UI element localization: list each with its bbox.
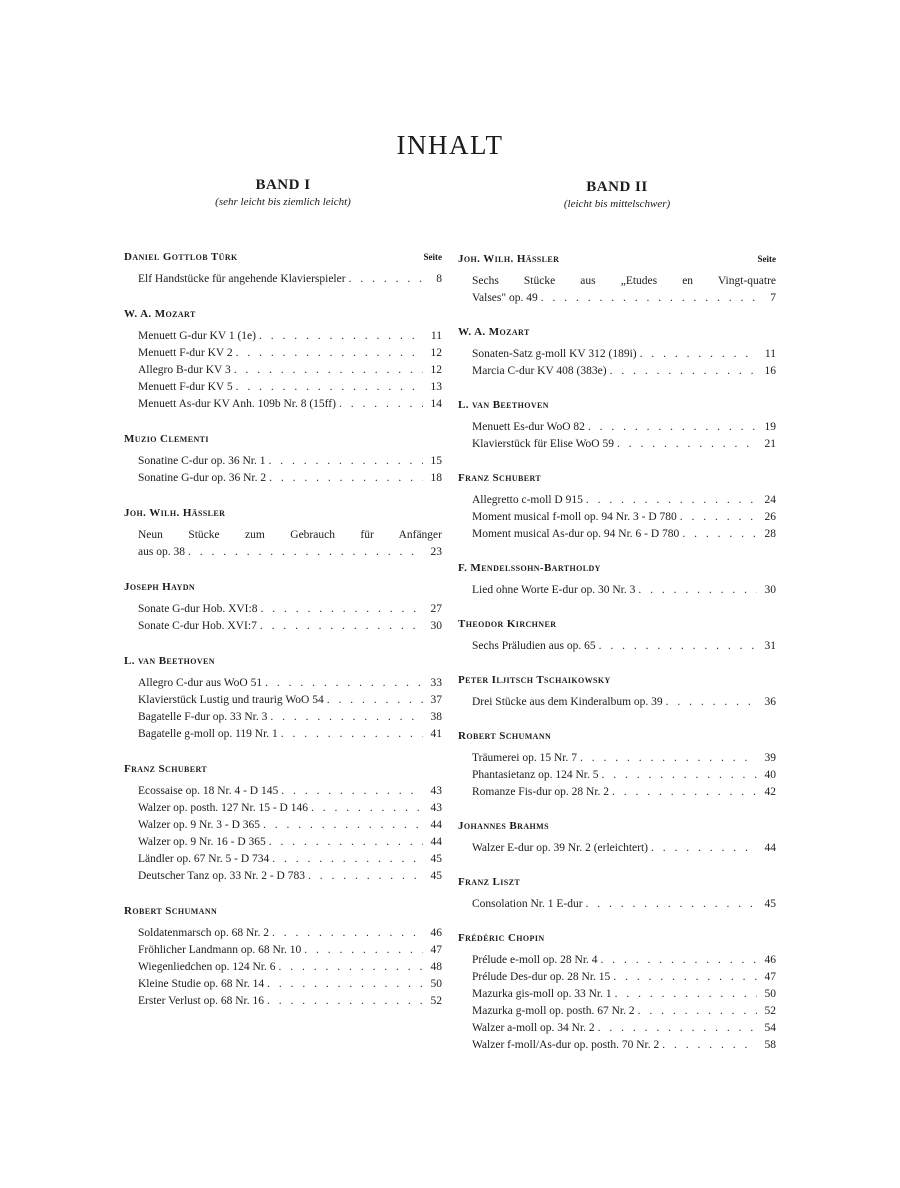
toc-entry <box>138 817 442 834</box>
composer-section <box>458 561 776 599</box>
entry-title: Deutscher Tanz op. 33 Nr. 2 - D 783 <box>138 870 305 882</box>
dot-leader <box>599 638 757 655</box>
composer-heading <box>458 325 776 339</box>
entry-title: Menuett G-dur KV 1 (1e) <box>138 330 256 342</box>
page-number: 37 <box>430 694 442 706</box>
band-1-sections <box>124 250 442 1010</box>
entry-list <box>458 750 776 801</box>
dot-leader <box>236 379 423 396</box>
toc-entry <box>472 1037 776 1054</box>
composer-heading <box>458 673 776 687</box>
toc-entry <box>472 694 776 711</box>
composer-name: F. Mendelssohn-Bartholdy <box>458 562 601 574</box>
page-number: 30 <box>764 584 776 596</box>
dot-leader <box>272 851 423 868</box>
composer-heading <box>124 654 442 668</box>
toc-entry <box>472 896 776 913</box>
page-number: 15 <box>430 455 442 467</box>
page-number: 45 <box>430 870 442 882</box>
toc-entry <box>138 362 442 379</box>
composer-heading <box>124 762 442 776</box>
entry-title: Bagatelle g-moll op. 119 Nr. 1 <box>138 728 278 740</box>
page-number: 23 <box>430 546 442 558</box>
dot-leader <box>304 942 423 959</box>
entry-list <box>458 638 776 655</box>
entry-title: Klavierstück für Elise WoO 59 <box>472 438 614 450</box>
dot-leader <box>682 526 757 543</box>
page-number: 58 <box>764 1039 776 1051</box>
toc-entry <box>138 345 442 362</box>
toc-entry <box>472 346 776 363</box>
dot-leader <box>269 834 423 851</box>
composer-name: Muzio Clementi <box>124 433 209 445</box>
entry-title: Prélude Des-dur op. 28 Nr. 15 <box>472 971 611 983</box>
entry-title-line: Sechs Stücke aus „Etudes en Vingt-quatre <box>472 275 776 287</box>
dot-leader <box>541 290 757 307</box>
page-number: 43 <box>430 785 442 797</box>
composer-section <box>458 325 776 380</box>
toc-entry <box>138 453 442 470</box>
entry-list <box>458 896 776 913</box>
page-number: 12 <box>430 364 442 376</box>
dot-leader <box>680 509 757 526</box>
composer-heading <box>458 729 776 743</box>
composer-section <box>124 432 442 487</box>
toc-entry <box>138 618 442 635</box>
entry-title: Menuett F-dur KV 2 <box>138 347 233 359</box>
composer-heading <box>458 471 776 485</box>
page-number: 30 <box>430 620 442 632</box>
composer-section <box>124 250 442 288</box>
page-number: 40 <box>764 769 776 781</box>
page-number: 21 <box>764 438 776 450</box>
entry-title: Drei Stücke aus dem Kinderalbum op. 39 <box>472 696 663 708</box>
dot-leader <box>638 1003 757 1020</box>
dot-leader <box>612 784 757 801</box>
dot-leader <box>601 767 757 784</box>
dot-leader <box>640 346 757 363</box>
dot-leader <box>279 959 423 976</box>
toc-entry <box>472 767 776 784</box>
entry-title: Kleine Studie op. 68 Nr. 14 <box>138 978 265 990</box>
page-number: 50 <box>430 978 442 990</box>
composer-name: Robert Schumann <box>124 905 218 917</box>
composer-heading <box>458 398 776 412</box>
page-number: 50 <box>764 988 776 1000</box>
entry-title: Walzer E-dur op. 39 Nr. 2 (erleichtert) <box>472 842 648 854</box>
dot-leader <box>580 750 757 767</box>
toc-entry <box>472 952 776 969</box>
entry-title: Erster Verlust op. 68 Nr. 16 <box>138 995 264 1007</box>
page-number: 19 <box>764 421 776 433</box>
page-number: 46 <box>764 954 776 966</box>
composer-heading <box>124 580 442 594</box>
entry-title: Prélude e-moll op. 28 Nr. 4 <box>472 954 598 966</box>
composer-section <box>124 506 442 561</box>
dot-leader <box>281 783 423 800</box>
dot-leader <box>236 345 423 362</box>
composer-name: Franz Liszt <box>458 876 521 888</box>
toc-entry <box>138 271 442 288</box>
page-number: 7 <box>770 292 776 304</box>
toc-entry <box>472 290 776 307</box>
toc-entry <box>138 851 442 868</box>
toc-entry <box>138 675 442 692</box>
toc-entry <box>472 1020 776 1037</box>
composer-name: Joh. Wilh. Hässler <box>124 507 226 519</box>
band-2-title: BAND II <box>586 179 648 195</box>
entry-list <box>124 601 442 635</box>
entry-title: Walzer a-moll op. 34 Nr. 2 <box>472 1022 595 1034</box>
entry-title: Moment musical As-dur op. 94 Nr. 6 - D 780 <box>472 528 680 540</box>
entry-title: Sonatine G-dur op. 36 Nr. 2 <box>138 472 267 484</box>
dot-leader <box>638 582 757 599</box>
page-number: 36 <box>764 696 776 708</box>
composer-heading <box>124 904 442 918</box>
entry-title: Elf Handstücke für angehende Klavierspieler <box>138 273 346 285</box>
page-number: 14 <box>430 398 442 410</box>
entry-list <box>124 675 442 743</box>
page-number: 24 <box>764 494 776 506</box>
dot-leader <box>267 976 423 993</box>
dot-leader <box>601 952 757 969</box>
page-number: 52 <box>430 995 442 1007</box>
page-number: 11 <box>430 330 442 342</box>
band-1-column <box>124 178 442 1029</box>
composer-name: Daniel Gottlob Türk <box>124 251 238 263</box>
entry-list <box>124 328 442 413</box>
entry-title: Ecossaise op. 18 Nr. 4 - D 145 <box>138 785 279 797</box>
entry-title: Bagatelle F-dur op. 33 Nr. 3 <box>138 711 268 723</box>
dot-leader <box>260 618 423 635</box>
page-number: 54 <box>764 1022 776 1034</box>
page-number: 46 <box>430 927 442 939</box>
dot-leader <box>188 544 423 561</box>
toc-entry <box>138 800 442 817</box>
band-2-header <box>458 180 776 210</box>
composer-name: Peter Iljitsch Tschaikowsky <box>458 674 611 686</box>
composer-section <box>458 673 776 711</box>
toc-entry <box>138 976 442 993</box>
composer-heading <box>124 250 442 264</box>
toc-entry <box>138 783 442 800</box>
entry-title: Mazurka gis-moll op. 33 Nr. 1 <box>472 988 612 1000</box>
dot-leader <box>349 271 423 288</box>
entry-title: Walzer op. 9 Nr. 16 - D 365 <box>138 836 266 848</box>
composer-name: Johannes Brahms <box>458 820 549 832</box>
entry-list <box>458 492 776 543</box>
entry-list <box>124 527 442 561</box>
composer-section <box>458 252 776 307</box>
toc-entry <box>138 834 442 851</box>
toc-entry <box>472 986 776 1003</box>
dot-leader <box>265 675 423 692</box>
dot-leader <box>327 692 423 709</box>
entry-list <box>458 952 776 1054</box>
entry-title: Phantasietanz op. 124 Nr. 5 <box>472 769 599 781</box>
dot-leader <box>259 328 423 345</box>
entry-title: Romanze Fis-dur op. 28 Nr. 2 <box>472 786 610 798</box>
dot-leader <box>598 1020 757 1037</box>
composer-heading <box>458 931 776 945</box>
page-number: 26 <box>764 511 776 523</box>
composer-section <box>124 307 442 413</box>
entry-title: Allegro B-dur KV 3 <box>138 364 231 376</box>
toc-entry <box>472 784 776 801</box>
entry-title: Menuett Es-dur WoO 82 <box>472 421 585 433</box>
dot-leader <box>311 800 423 817</box>
toc-entry <box>472 492 776 509</box>
entry-list <box>458 840 776 857</box>
page-number: 13 <box>430 381 442 393</box>
toc-entry <box>138 942 442 959</box>
composer-name: W. A. Mozart <box>458 326 530 338</box>
composer-section <box>124 654 442 743</box>
entry-list <box>124 271 442 288</box>
toc-entry <box>138 379 442 396</box>
toc-entry <box>472 363 776 380</box>
composer-name: W. A. Mozart <box>124 308 196 320</box>
page-number: 11 <box>764 348 776 360</box>
composer-heading <box>458 819 776 833</box>
toc-entry <box>472 1003 776 1020</box>
composer-section <box>124 762 442 885</box>
toc-entry <box>138 396 442 413</box>
entry-list <box>124 925 442 1010</box>
entry-title: Sonatine C-dur op. 36 Nr. 1 <box>138 455 266 467</box>
entry-title: Wiegenliedchen op. 124 Nr. 6 <box>138 961 276 973</box>
page-number: 45 <box>764 898 776 910</box>
dot-leader <box>268 453 423 470</box>
toc-entry <box>138 692 442 709</box>
entry-title: Walzer f-moll/As-dur op. posth. 70 Nr. 2 <box>472 1039 660 1051</box>
composer-section <box>458 617 776 655</box>
composer-section <box>458 398 776 453</box>
composer-section <box>458 729 776 801</box>
entry-title: Consolation Nr. 1 E-dur <box>472 898 583 910</box>
band-1-title: BAND I <box>255 177 311 193</box>
dot-leader <box>260 601 423 618</box>
page-number: 48 <box>430 961 442 973</box>
composer-section <box>124 904 442 1010</box>
entry-title: Träumerei op. 15 Nr. 7 <box>472 752 577 764</box>
dot-leader <box>651 840 757 857</box>
page-number: 31 <box>764 640 776 652</box>
entry-title-line: Neun Stücke zum Gebrauch für Anfänger <box>138 529 442 541</box>
entry-title: Allegro C-dur aus WoO 51 <box>138 677 263 689</box>
dot-leader <box>272 925 423 942</box>
toc-entry <box>472 582 776 599</box>
page-number: 12 <box>430 347 442 359</box>
composer-heading <box>124 432 442 446</box>
dot-leader <box>613 969 757 986</box>
composer-heading <box>458 617 776 631</box>
composer-section <box>458 471 776 543</box>
composer-section <box>458 931 776 1054</box>
page-number: 41 <box>430 728 442 740</box>
entry-title: Soldatenmarsch op. 68 Nr. 2 <box>138 927 269 939</box>
page-number: 47 <box>430 944 442 956</box>
dot-leader <box>234 362 423 379</box>
toc-entry <box>138 328 442 345</box>
entry-title: aus op. 38 <box>138 546 185 558</box>
toc-entry <box>472 526 776 543</box>
entry-title: Fröhlicher Landmann op. 68 Nr. 10 <box>138 944 302 956</box>
entry-list <box>458 346 776 380</box>
dot-leader <box>588 419 757 436</box>
page-title: INHALT <box>396 130 504 160</box>
page-column-label: Seite <box>757 254 776 264</box>
page-number: 43 <box>430 802 442 814</box>
composer-heading <box>458 252 776 266</box>
composer-name: Theodor Kirchner <box>458 618 557 630</box>
composer-name: Frédéric Chopin <box>458 932 545 944</box>
dot-leader <box>666 694 757 711</box>
band-1-subtitle: (sehr leicht bis ziemlich leicht) <box>215 196 351 208</box>
entry-list <box>458 582 776 599</box>
toc-entry <box>138 868 442 885</box>
dot-leader <box>610 363 757 380</box>
entry-title: Sonate C-dur Hob. XVI:7 <box>138 620 257 632</box>
dot-leader <box>617 436 757 453</box>
entry-title: Walzer op. 9 Nr. 3 - D 365 <box>138 819 261 831</box>
page-number: 39 <box>764 752 776 764</box>
entry-title: Lied ohne Worte E-dur op. 30 Nr. 3 <box>472 584 636 596</box>
toc-entry <box>138 959 442 976</box>
entry-title: Mazurka g-moll op. posth. 67 Nr. 2 <box>472 1005 635 1017</box>
page-number: 44 <box>430 836 442 848</box>
page-column-label: Seite <box>423 252 442 262</box>
page-number: 44 <box>430 819 442 831</box>
entry-title: Sonate G-dur Hob. XVI:8 <box>138 603 258 615</box>
page-number: 42 <box>764 786 776 798</box>
toc-entry <box>138 925 442 942</box>
entry-title: Marcia C-dur KV 408 (383e) <box>472 365 607 377</box>
toc-entry <box>472 750 776 767</box>
page-number: 52 <box>764 1005 776 1017</box>
toc-entry <box>472 419 776 436</box>
entry-title: Sechs Präludien aus op. 65 <box>472 640 596 652</box>
composer-name: Franz Schubert <box>124 763 208 775</box>
toc-entry <box>472 638 776 655</box>
page-number: 45 <box>430 853 442 865</box>
entry-list <box>458 694 776 711</box>
composer-name: Franz Schubert <box>458 472 542 484</box>
composer-heading <box>458 561 776 575</box>
toc-entry <box>138 726 442 743</box>
dot-leader <box>586 492 757 509</box>
page-number: 33 <box>430 677 442 689</box>
composer-name: Joh. Wilh. Hässler <box>458 253 560 265</box>
composer-name: Robert Schumann <box>458 730 552 742</box>
dot-leader <box>267 993 423 1010</box>
band-2-sections <box>458 252 776 1054</box>
composer-heading <box>458 875 776 889</box>
composer-section <box>458 819 776 857</box>
dot-leader <box>270 709 423 726</box>
band-1-header <box>124 178 442 208</box>
entry-title: Allegretto c-moll D 915 <box>472 494 583 506</box>
dot-leader <box>615 986 757 1003</box>
toc-entry <box>138 709 442 726</box>
page-number: 27 <box>430 603 442 615</box>
dot-leader <box>586 896 757 913</box>
dot-leader <box>308 868 423 885</box>
composer-name: L. van Beethoven <box>458 399 549 411</box>
toc-entry <box>138 544 442 561</box>
toc-entry <box>138 601 442 618</box>
entry-title: Valses" op. 49 <box>472 292 538 304</box>
toc-entry <box>138 993 442 1010</box>
toc-entry <box>472 969 776 986</box>
composer-name: L. van Beethoven <box>124 655 215 667</box>
entry-list <box>458 273 776 307</box>
entry-list <box>458 419 776 453</box>
band-2-column <box>458 180 776 1072</box>
toc-entry <box>472 840 776 857</box>
composer-heading <box>124 307 442 321</box>
entry-list <box>124 783 442 885</box>
page-number: 16 <box>764 365 776 377</box>
entry-title: Ländler op. 67 Nr. 5 - D 734 <box>138 853 270 865</box>
entry-title: Menuett As-dur KV Anh. 109b Nr. 8 (15ff) <box>138 398 336 410</box>
page-number: 8 <box>436 273 442 285</box>
entry-title: Moment musical f-moll op. 94 Nr. 3 - D 780 <box>472 511 677 523</box>
dot-leader <box>281 726 423 743</box>
entry-title: Sonaten-Satz g-moll KV 312 (189i) <box>472 348 637 360</box>
page-number: 44 <box>764 842 776 854</box>
toc-entry <box>138 470 442 487</box>
page-number: 47 <box>764 971 776 983</box>
band-2-subtitle: (leicht bis mittelschwer) <box>563 198 671 210</box>
page-number: 38 <box>430 711 442 723</box>
dot-leader <box>339 396 423 413</box>
entry-title: Menuett F-dur KV 5 <box>138 381 233 393</box>
page-number: 28 <box>764 528 776 540</box>
dot-leader <box>263 817 423 834</box>
entry-title: Klavierstück Lustig und traurig WoO 54 <box>138 694 324 706</box>
page-number: 18 <box>430 472 442 484</box>
composer-section <box>458 875 776 913</box>
toc-entry <box>472 436 776 453</box>
toc-entry <box>472 509 776 526</box>
entry-list <box>124 453 442 487</box>
composer-name: Joseph Haydn <box>124 581 196 593</box>
dot-leader <box>662 1037 757 1054</box>
composer-heading <box>124 506 442 520</box>
entry-title: Walzer op. posth. 127 Nr. 15 - D 146 <box>138 802 308 814</box>
dot-leader <box>269 470 423 487</box>
composer-section <box>124 580 442 635</box>
